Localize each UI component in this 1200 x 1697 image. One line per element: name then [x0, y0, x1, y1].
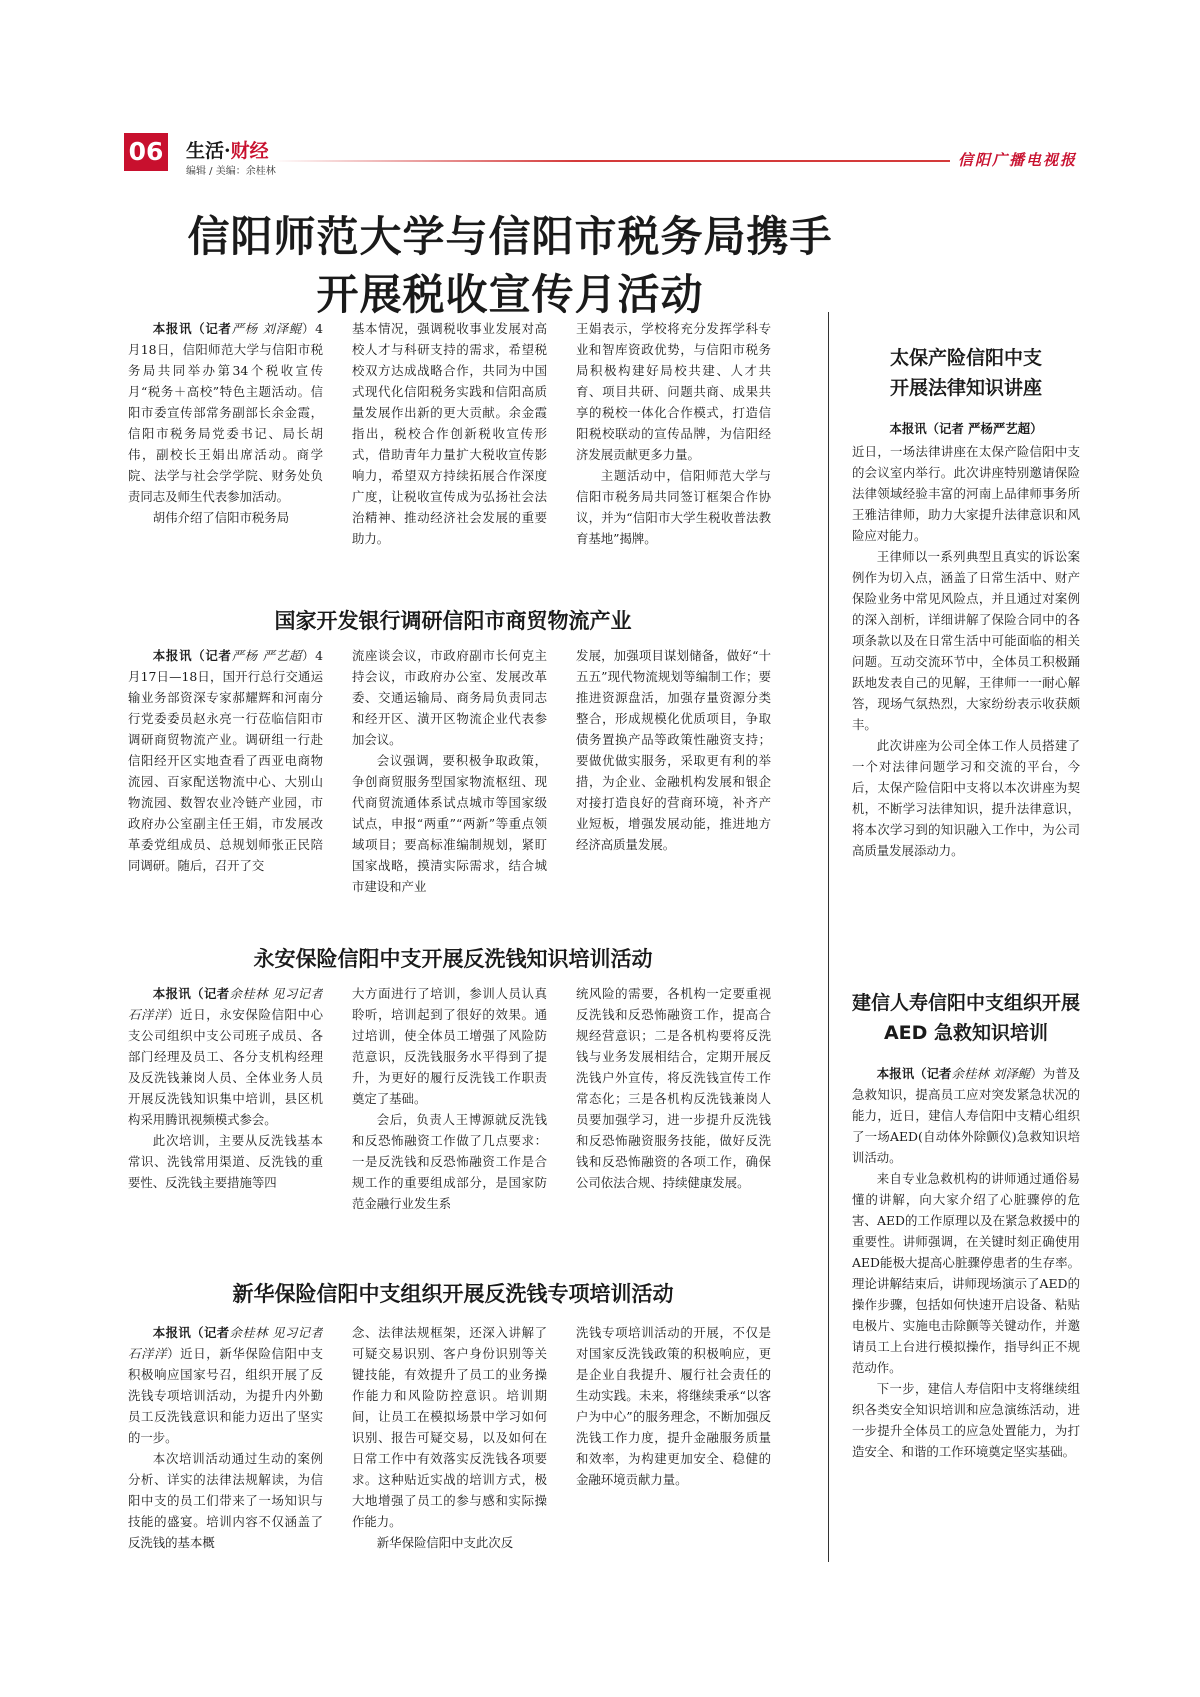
article4-col3	[576, 1322, 771, 1572]
column-divider	[828, 312, 829, 1562]
article-text: 念、法律法规框架，还深入讲解了可疑交易识别、客户身份识别等关键技能，有效提升了员工的业务操作能力和风险防控意识。培训期间，让员工在模拟场景中学习如何识别、报告可疑交易，以及如何在日常工作中有效落实反洗钱各项要求。这种贴近实战的培训方式，极大地增强了员工的参与感和实际操作能力。	[352, 1325, 547, 1529]
article-text: ）4月18日，信阳师范大学与信阳市税务局共同举办第34个税收宣传月“税务＋高校”特色主题活动。信阳市委宣传部常务副部长余金霞，信阳市税务局党委书记、局长胡伟，副校长王娟出席活动。商学院、法学与社会学学院、财务处负责同志及师生代表参加活动。	[128, 321, 323, 504]
article-text: ）近日，新华保险信阳中支积极响应国家号召，组织开展了反洗钱专项培训活动，为提升内外勤员工反洗钱意识和能力迈出了坚实的一步。	[128, 1346, 323, 1445]
article3-col2	[352, 983, 547, 1223]
article-text: 本次培训活动通过生动的案例分析、详实的法律法规解读，为信阳中支的员工们带来了一场知识与技能的盛宴。培训内容不仅涵盖了反洗钱的基本概	[128, 1451, 323, 1550]
article-text: ）4月17日—18日，国开行总行交通运输业务部资深专家郝耀辉和河南分行党委委员赵永亮一行莅临信阳市调研商贸物流产业。调研组一行赴信阳经开区实地查看了西亚电商物流园、百家配送物流中心、大别山物流园、数智农业冷链产业园，市政府办公室副主任王娟，市发展改革委党组成员、总规划师张正民陪同调研。随后，召开了交	[128, 648, 323, 873]
article4-col2	[352, 1322, 547, 1572]
header-rule	[270, 160, 950, 162]
byline-label: 本报讯（记者	[152, 986, 230, 1001]
article-text: 会议强调，要积极争取政策，争创商贸服务型国家物流枢纽、现代商贸流通体系试点城市等国家级试点，申报“两重”“两新”等重点领域项目；要高标准编制规划，紧盯国家战略，摸清实际需求，结合城市建设和产业	[352, 753, 547, 894]
article-text: 下一步，建信人寿信阳中支将继续组织各类安全知识培训和应急演练活动，进一步提升全体员工的应急处置能力，为打造安全、和谐的工作环境奠定坚实基础。	[852, 1381, 1080, 1459]
main-headline-line1: 信阳师范大学与信阳市税务局携手	[187, 212, 833, 261]
byline-reporters: 余桂林 见习记者 石洋洋	[128, 1325, 323, 1361]
main-headline-line2: 开展税收宣传月活动	[316, 270, 704, 319]
article-text: 王娟表示，学校将充分发挥学科专业和智库资政优势，与信阳市税务局积极构建好局校共建、人才共育、项目共研、问题共商、成果共享的税校一体化合作模式，打造信阳税校联动的宣传品牌，为信阳经济发展贡献更多力量。	[576, 321, 771, 462]
byline-label: 本报讯（记者 严杨严艺超）	[889, 421, 1043, 436]
article-text: 此次培训，主要从反洗钱基本常识、洗钱常用渠道、反洗钱的重要性、反洗钱主要措施等四	[128, 1133, 323, 1190]
article-text: 近日，一场法律讲座在太保产险信阳中支的会议室内举行。此次讲座特别邀请保险法律领域经验丰富的河南上品律师事务所王雅洁律师，助力大家提升法律意识和风险应对能力。	[852, 444, 1080, 543]
article-text: 基本情况，强调税收事业发展对高校人才与科研支持的需求，希望税校双方达成战略合作，共同为中国式现代化信阳税务实践和信阳高质量发展作出新的更大贡献。余金霞指出，税校合作创新税收宣传形式，借助青年力量扩大税收宣传影响力，希望双方持续拓展合作深度广度，让税收宣传成为弘扬社会法治精神、推动经济社会发展的重要助力。	[352, 321, 547, 546]
sidebar1-headline-line2: 开展法律知识讲座	[889, 377, 1042, 399]
article-text: ）为普及急救知识，提高员工应对突发紧急状况的能力，近日，建信人寿信阳中支精心组织了一场AED(自动体外除颤仪)急救知识培训活动。	[852, 1066, 1080, 1165]
article2-col3	[576, 645, 771, 895]
byline-label: 本报讯（记者	[876, 1066, 952, 1081]
section-title	[186, 136, 269, 163]
article2-col2	[352, 645, 547, 895]
article-text: 会后，负责人王博源就反洗钱和反恐怖融资工作做了几点要求：一是反洗钱和反恐怖融资工作是合规工作的重要组成部分，是国家防范金融行业发生系	[352, 1112, 547, 1211]
article-text: 流座谈会议，市政府副市长何克主持会议，市政府办公室、发展改革委、交通运输局、商务局负责同志和经开区、潢开区物流企业代表参加会议。	[352, 648, 547, 747]
section-name-b: 财经	[230, 140, 269, 162]
byline-reporters: 严杨 严艺超	[231, 648, 302, 663]
main-article-col2	[352, 318, 547, 588]
sidebar1-headline-line1: 太保产险信阳中支	[889, 347, 1042, 369]
article-text: 洗钱专项培训活动的开展，不仅是对国家反洗钱政策的积极响应，更是企业自我提升、履行社会责任的生动实践。未来，将继续秉承“以客户为中心”的服务理念，不断加强反洗钱工作力度，提升金融服务质量和效率，为构建更加安全、稳健的金融环境贡献力量。	[576, 1325, 771, 1487]
article-text: 此次讲座为公司全体工作人员搭建了一个对法律问题学习和交流的平台，今后，太保产险信阳中支将以本次讲座为契机，不断学习法律知识，提升法律意识，将本次学习到的知识融入工作中，为公司高质量发展添动力。	[852, 738, 1080, 858]
section-dot: ·	[224, 140, 231, 162]
byline-reporters: 余桂林 见习记者 石洋洋	[128, 986, 323, 1022]
sidebar1-headline	[846, 343, 1086, 403]
article-text: 王律师以一系列典型且真实的诉讼案例作为切入点，涵盖了日常生活中、财产保险业务中常见风险点，并且通过对案例的深入剖析，详细讲解了保险合同中的各项条款以及在日常生活中可能面临的相关问题。互动交流环节中，全体员工积极踊跃地发表自己的见解，王律师一一耐心解答，现场气氛热烈，大家纷纷表示收获颇丰。	[852, 549, 1080, 732]
article3-col1	[128, 983, 323, 1223]
main-article-col1	[128, 318, 323, 588]
main-article-col3	[576, 318, 771, 588]
article2-headline: 国家开发银行调研信阳市商贸物流产业	[274, 609, 632, 633]
article-text: 新华保险信阳中支此次反	[376, 1535, 514, 1550]
sidebar2-headline-line1: 建信人寿信阳中支组织开展	[851, 992, 1080, 1014]
article4-col1	[128, 1322, 323, 1572]
byline-label: 本报讯（记者	[152, 648, 232, 663]
article-text: 来自专业急救机构的讲师通过通俗易懂的讲解，向大家介绍了心脏骤停的危害、AED的工作原理以及在紧急救援中的重要性。讲师强调，在关键时刻正确使用AED能极大提高心脏骤停患者的生存率。理论讲解结束后，讲师现场演示了AED的操作步骤，包括如何快速开启设备、粘贴电极片、实施电击除颤等关键动作，并邀请员工上台进行模拟操作，指导纠正不规范动作。	[852, 1171, 1080, 1375]
article3-headline: 永安保险信阳中支开展反洗钱知识培训活动	[253, 947, 653, 971]
page-number-badge: 06	[124, 133, 168, 171]
article2-col1	[128, 645, 323, 895]
sidebar2-body	[852, 1063, 1080, 1583]
article-text: ）近日，永安保险信阳中心支公司组织中支公司班子成员、各部门经理及员工、各分支机构经理及反洗钱兼岗人员、全体业务人员开展反洗钱知识集中培训，县区机构采用腾讯视频模式参会。	[128, 1007, 323, 1127]
byline-reporters: 余桂林 刘泽鲲	[951, 1066, 1031, 1081]
article-text: 统风险的需要，各机构一定要重视反洗钱和反恐怖融资工作，提高合规经营意识；二是各机构要将反洗钱与业务发展相结合，定期开展反洗钱户外宣传，将反洗钱宣传工作常态化；三是各机构反洗钱兼岗人员要加强学习，进一步提升反洗钱和反恐怖融资服务技能，做好反洗钱和反恐怖融资的各项工作，确保公司依法合规、持续健康发展。	[576, 986, 771, 1190]
article-text: 胡伟介绍了信阳市税务局	[152, 510, 290, 525]
article4-headline: 新华保险信阳中支组织开展反洗钱专项培训活动	[232, 1282, 674, 1306]
byline-label: 本报讯（记者	[152, 321, 232, 336]
article-text: 主题活动中，信阳师范大学与信阳市税务局共同签订框架合作协议，并为“信阳市大学生税收普法教育基地”揭牌。	[576, 468, 771, 546]
editor-line: 编辑 / 美编：余桂林	[186, 166, 276, 177]
section-name-a: 生活	[186, 140, 225, 162]
article-text: 大方面进行了培训，参训人员认真聆听，培训起到了很好的效果。通过培训，使全体员工增强了风险防范意识，反洗钱服务水平得到了提升，为更好的履行反洗钱工作职责奠定了基础。	[352, 986, 547, 1106]
sidebar2-headline-line2: AED 急救知识培训	[883, 1022, 1049, 1044]
sidebar1-body	[852, 418, 1080, 953]
article3-col3	[576, 983, 771, 1223]
main-headline	[160, 208, 860, 324]
byline-reporters: 严杨 刘泽鲲	[231, 321, 302, 336]
paper-name: 信阳广播电视报	[958, 151, 1078, 169]
sidebar2-headline	[846, 988, 1086, 1048]
article-text: 发展，加强项目谋划储备，做好“十五五”现代物流规划等编制工作；要推进资源盘活，加强存量资源分类整合，形成规模化优质项目，争取债务置换产品等政策性融资支持；要做优做实服务，采取更有利的举措，为企业、金融机构发展和银企对接打造良好的营商环境，补齐产业短板，增强发展动能，推进地方经济高质量发展。	[576, 648, 771, 852]
byline-label: 本报讯（记者	[152, 1325, 230, 1340]
